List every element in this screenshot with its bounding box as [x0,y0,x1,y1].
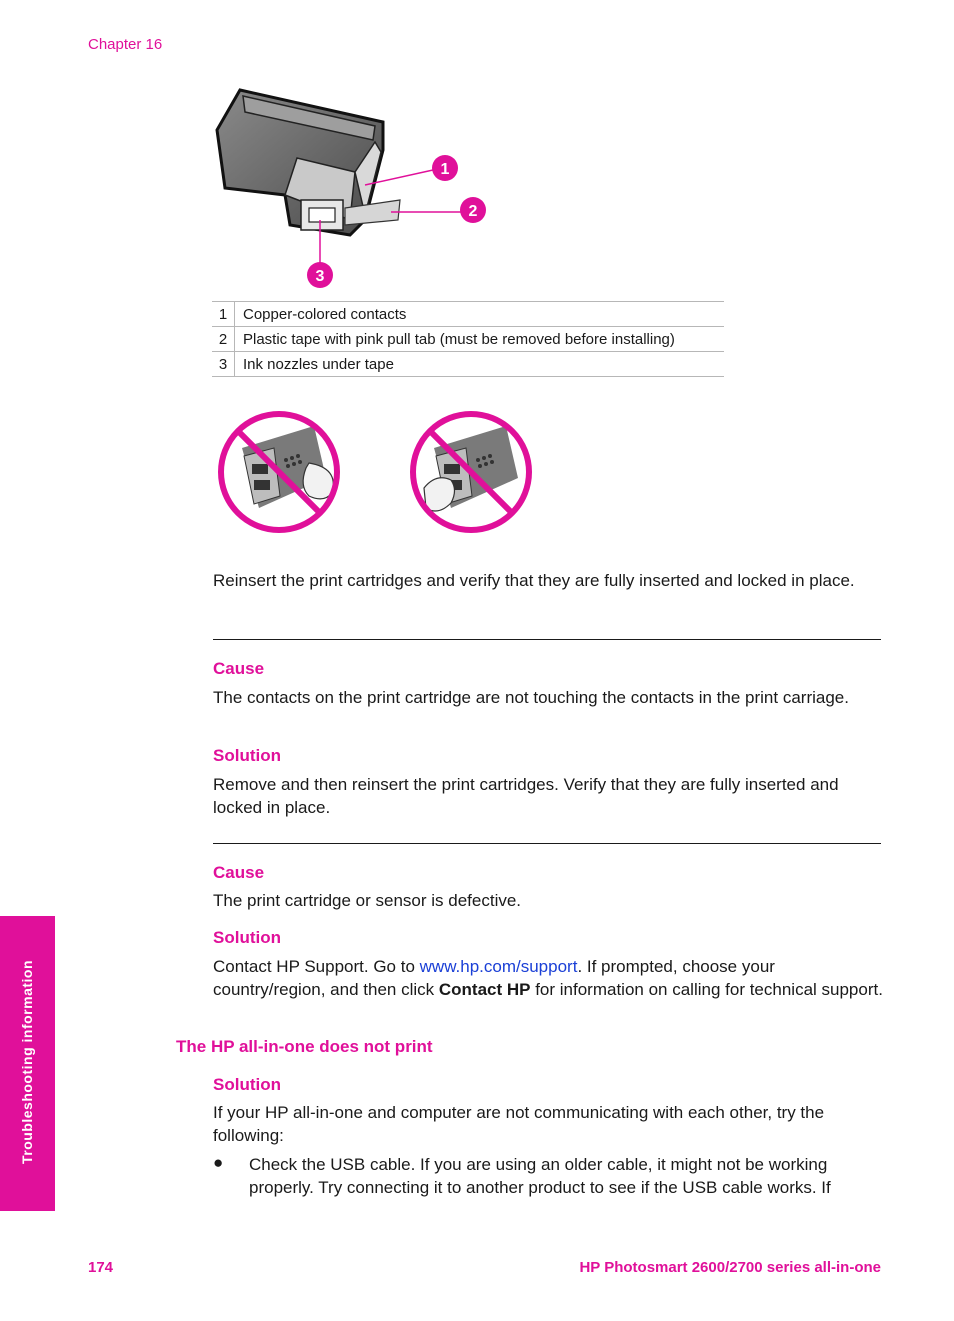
callout-2 [460,197,486,223]
contact-hp-label: Contact HP [438,980,531,999]
legend-number: 3 [212,352,235,377]
legend-number: 1 [212,302,235,327]
bullet-item: Check the USB cable. If you are using an older cable, it might not be working properly. Try connecting it to another product to see if the USB cable works. If [249,1155,831,1197]
solution-heading: Solution [213,928,281,947]
table-row [212,327,724,352]
legend-text: Ink nozzles under tape [235,352,725,377]
cause-heading: Cause [213,863,265,882]
do-not-touch-nozzles-illustration [406,408,536,538]
solution-text: Remove and then reinsert the print cartridges. Verify that they are fully inserted and locked in place. [213,775,839,817]
side-tab-label: Troubleshooting information [19,959,35,1165]
page-number: 174 [88,1259,114,1276]
section-divider [213,639,881,640]
solution-heading: Solution [213,746,281,765]
legend-text: Copper-colored contacts [235,302,725,327]
svg-text:3: 3 [315,268,325,285]
cartridge-body [217,90,400,235]
footer-product-title: HP Photosmart 2600/2700 series all-in-one [579,1259,881,1276]
cause-text: The contacts on the print cartridge are not touching the contacts in the print carriage. [213,688,849,707]
legend-text: Plastic tape with pink pull tab (must be removed before installing) [235,327,725,352]
bullet-marker: ● [213,1153,224,1172]
contact-text-mid: . If prompted, choose your country/region, and then click [213,957,775,999]
solution-heading: Solution [213,1075,281,1094]
hp-support-link[interactable]: www.hp.com/support [419,957,578,976]
contact-text-pre: Contact HP Support. Go to [213,957,420,976]
callout-3 [307,262,333,288]
svg-text:2: 2 [468,203,478,220]
solution-text: If your HP all-in-one and computer are not communicating with each other, try the following: [213,1103,825,1145]
print-cartridge-illustration [205,80,505,295]
cause-text: The print cartridge or sensor is defective. [213,891,522,910]
contact-support-paragraph [213,955,883,1001]
reinsert-paragraph: Reinsert the print cartridges and verify that they are fully inserted and locked in place. [213,571,855,590]
section-divider [213,843,881,844]
callout-legend-table [212,301,724,377]
table-row [212,302,724,327]
legend-number: 2 [212,327,235,352]
section-title: The HP all-in-one does not print [176,1037,433,1056]
cause-heading: Cause [213,659,265,678]
callout-1 [432,155,458,181]
svg-text:1: 1 [440,161,450,178]
do-not-touch-contacts-illustration [214,408,344,538]
contact-text-post: for information on calling for technical support. [530,980,883,999]
chapter-label: Chapter 16 [88,36,163,53]
table-row [212,352,724,377]
